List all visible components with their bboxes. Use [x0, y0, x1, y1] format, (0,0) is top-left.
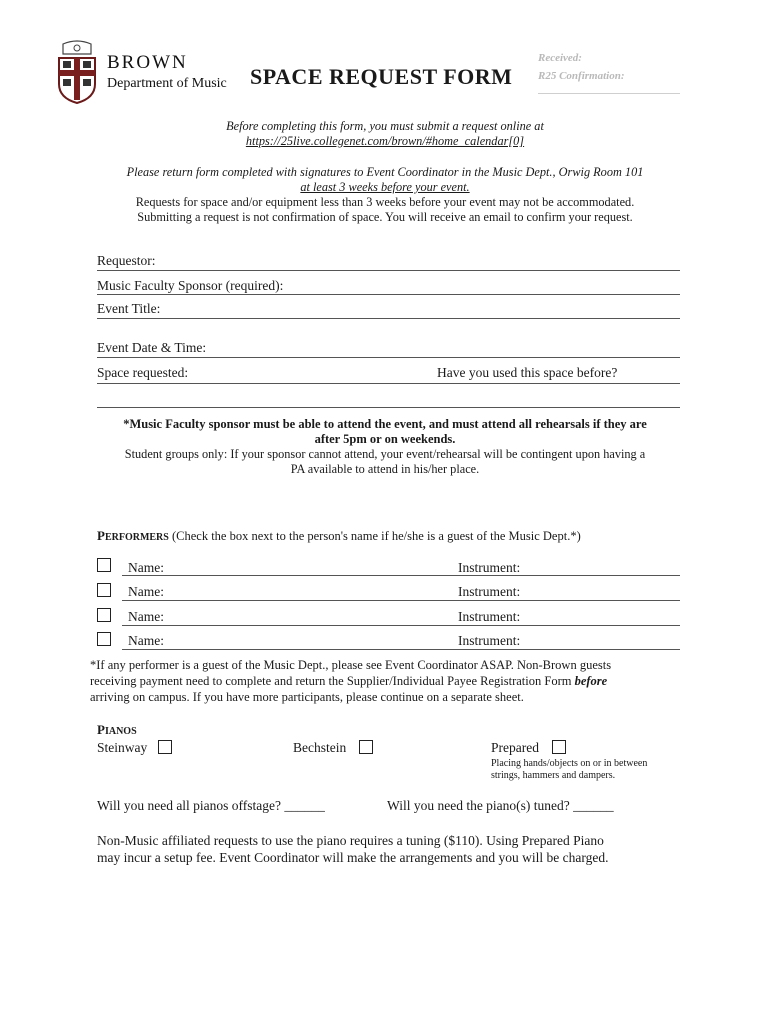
event-title-field[interactable]: [97, 318, 680, 319]
received-label: Received:: [538, 52, 582, 64]
piano-note-2: may incur a setup fee. Event Coordinator will make the arrangements and you will be charged.: [97, 850, 609, 865]
performers-heading-initial: P: [97, 528, 105, 543]
brown-shield-logo: [57, 40, 97, 104]
performers-note: (Check the box next to the person's name if he/she is a guest of the Music Dept.*): [168, 529, 581, 543]
requestor-label: Requestor:: [97, 253, 156, 268]
department-name: Department of Music: [107, 76, 227, 91]
brand-name: BROWN: [107, 52, 188, 73]
performers-footnote-3: arriving on campus. If you have more participants, please continue on a separate sheet.: [90, 690, 524, 704]
event-date-field[interactable]: [97, 357, 680, 358]
bechstein-checkbox[interactable]: [359, 740, 373, 754]
sponsor-field[interactable]: [97, 294, 680, 295]
performer-instrument-label: Instrument:: [458, 633, 521, 648]
header-divider: [538, 93, 680, 94]
page-title: SPACE REQUEST FORM: [250, 64, 513, 89]
sponsor-note-bold-1: *Music Faculty sponsor must be able to attend the event, and must attend all rehearsals if they are: [123, 417, 647, 431]
performer-line-3[interactable]: [122, 625, 680, 626]
event-date-label: Event Date & Time:: [97, 340, 207, 355]
performer-instrument-label: Instrument:: [458, 560, 521, 575]
performer-name-label: Name:: [128, 633, 164, 648]
performer-name-label: Name:: [128, 560, 164, 575]
performer-name-label: Name:: [128, 584, 164, 599]
prepared-note-1: Placing hands/objects on or in between: [491, 758, 648, 769]
pianos-heading-initial: P: [97, 722, 105, 737]
intro-line-6: Submitting a request is not confirmation of space. You will receive an email to confirm your request.: [137, 210, 633, 224]
calendar-link[interactable]: https://25live.collegenet.com/brown/#home_calendar[0]: [245, 134, 525, 148]
offstage-question: Will you need all pianos offstage? ______: [97, 798, 325, 813]
bechstein-label: Bechstein: [293, 740, 347, 755]
sponsor-label: Music Faculty Sponsor (required):: [97, 278, 284, 293]
performers-footnote-2a: receiving payment need to complete and return the Supplier/Individual Payee Registration Form: [90, 674, 575, 688]
performer-name-label: Name:: [128, 609, 164, 624]
requestor-field[interactable]: [97, 270, 680, 271]
piano-note-1: Non-Music affiliated requests to use the piano requires a tuning ($110). Using Prepared Piano: [97, 833, 604, 848]
event-title-label: Event Title:: [97, 301, 161, 316]
performer-instrument-label: Instrument:: [458, 609, 521, 624]
r25-confirmation-label: R25 Confirmation:: [538, 70, 625, 82]
prepared-checkbox[interactable]: [552, 740, 566, 754]
intro-line-1: Before completing this form, you must submit a request online at: [226, 119, 544, 133]
intro-line-3: Please return form completed with signatures to Event Coordinator in the Music Dept., Orwig Room 101: [126, 165, 644, 179]
performers-footnote-1: *If any performer is a guest of the Music Dept., please see Event Coordinator ASAP. Non-Brown guests: [90, 658, 612, 672]
guest-checkbox-3[interactable]: [97, 608, 111, 622]
performer-instrument-label: Instrument:: [458, 584, 521, 599]
performer-line-1[interactable]: [122, 575, 680, 576]
pianos-heading: [97, 722, 137, 740]
prepared-label: Prepared: [491, 740, 539, 755]
intro-line-5: Requests for space and/or equipment less than 3 weeks before your event may not be accommodated.: [135, 195, 635, 209]
sponsor-note-line-1: Student groups only: If your sponsor cannot attend, your event/rehearsal will be contingent upon having a: [124, 447, 646, 461]
guest-checkbox-4[interactable]: [97, 632, 111, 646]
sponsor-note-line-2: PA available to attend in his/her place.: [290, 462, 480, 476]
guest-checkbox-2[interactable]: [97, 583, 111, 597]
steinway-label: Steinway: [97, 740, 148, 755]
space-requested-label: Space requested:: [97, 365, 189, 380]
performers-footnote-2b: before: [574, 674, 608, 688]
performers-heading-rest: ERFORMERS: [104, 532, 169, 543]
performer-line-4[interactable]: [122, 649, 680, 650]
performers-heading: [97, 528, 581, 546]
pianos-heading-rest: IANOS: [104, 726, 137, 737]
intro-line-4: at least 3 weeks before your event.: [300, 180, 470, 194]
extra-field[interactable]: [97, 407, 680, 408]
performer-line-2[interactable]: [122, 600, 680, 601]
tuned-question: Will you need the piano(s) tuned? ______: [387, 798, 614, 813]
guest-checkbox-1[interactable]: [97, 558, 111, 572]
performers-footnote-2: [90, 673, 607, 689]
used-before-label: Have you used this space before?: [437, 365, 618, 380]
prepared-note-2: strings, hammers and dampers.: [491, 770, 616, 781]
space-requested-field[interactable]: [97, 383, 680, 384]
steinway-checkbox[interactable]: [158, 740, 172, 754]
sponsor-note-bold-2: after 5pm or on weekends.: [314, 432, 456, 446]
